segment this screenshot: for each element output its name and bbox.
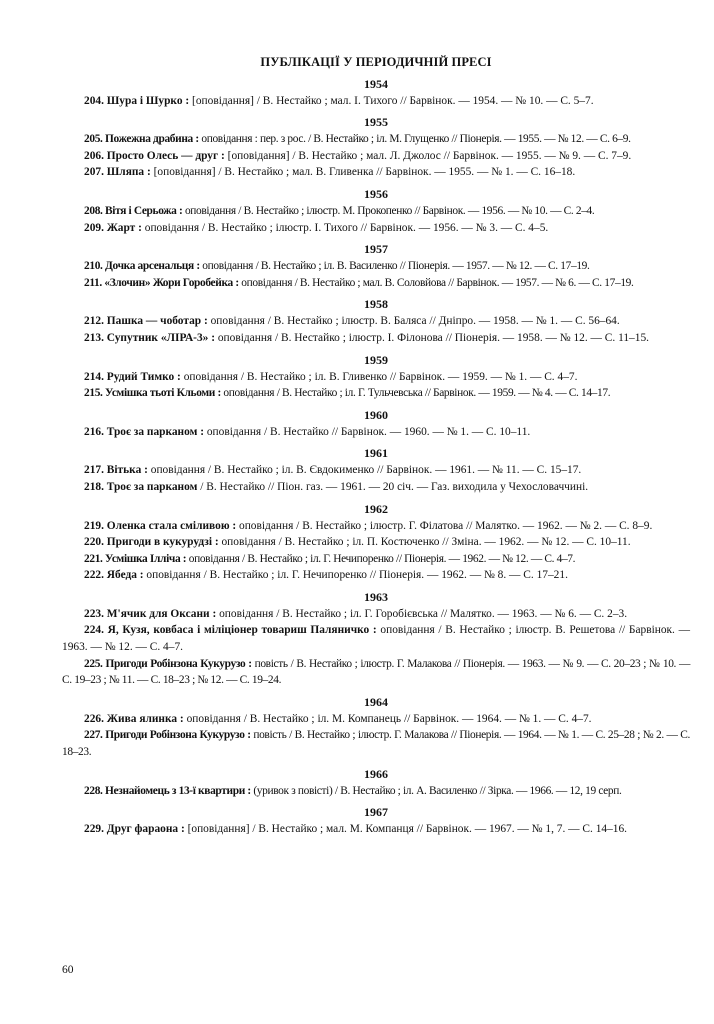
entry-title: Супутник «ЛІРА-3» : (106, 331, 215, 344)
year-heading: 1957 (364, 242, 388, 257)
bibliography-entry (62, 534, 690, 551)
entry-number: 214. (84, 370, 104, 383)
year-heading: 1959 (364, 352, 388, 367)
entry-number: 220. (84, 536, 104, 549)
entry-number: 204. (84, 94, 104, 107)
entry-title: Усмішка тьоті Кльоми : (105, 387, 221, 400)
entry-title: Вітька : (106, 464, 148, 477)
bibliography-entry (62, 131, 690, 148)
entry-title: Пашка — чоботар : (106, 315, 208, 328)
entry-details: оповідання : пер. з рос. / В. Нестайко ; іл. М. Глущенко // Піонерія. — 1955. — № 12. — С. 6–9. (198, 133, 631, 146)
bibliography-entry (62, 164, 690, 181)
entry-details: (уривок з повісті) / В. Нестайко ; іл. А. Василенко // Зірка. — 1966. — 12, 19 серп. (250, 784, 622, 797)
entry-details: [оповідання] / В. Нестайко ; мал. Л. Джолос // Барвінок. — 1955. — № 9. — С. 7–9. (224, 149, 632, 162)
entry-title: Дочка арсенальця : (105, 260, 200, 273)
bibliography-entry (62, 622, 690, 655)
bibliography-entry (62, 313, 690, 330)
entry-number: 229. (84, 823, 104, 836)
entry-title: Троє за парканом : (106, 425, 205, 438)
entry-number: 224. (84, 624, 104, 637)
bibliography-entry (62, 727, 690, 760)
entry-title: Шляпа : (106, 166, 151, 179)
entry-details: оповідання / В. Нестайко ; ілюстр. І. Філонова // Піонерія. — 1958. — № 12. — С. 11–15. (215, 331, 649, 344)
entry-title: Вітя і Серьожа : (105, 204, 183, 217)
entry-details: оповідання / В. Нестайко ; іл. М. Компанець // Барвінок. — 1964. — № 1. — С. 4–7. (183, 712, 592, 725)
entry-number: 212. (84, 315, 104, 328)
page-title: ПУБЛІКАЦІЇ У ПЕРІОДИЧНІЙ ПРЕСІ (260, 55, 492, 69)
entry-title: «Злочин» Жори Горобейка : (104, 276, 239, 289)
year-heading: 1967 (364, 805, 388, 820)
entry-details: оповідання / В. Нестайко ; ілюстр. І. Тихого // Барвінок. — 1956. — № 3. — С. 4–5. (141, 221, 549, 234)
bibliography-entry (62, 93, 690, 110)
entry-details: оповідання / В. Нестайко ; іл. Г. Нечипоренко // Піонерія. — 1962. — № 8. — С. 17–21. (143, 569, 568, 582)
entry-title: Я, Кузя, ковбаса і міліціонер товариш Паляничко : (107, 624, 377, 637)
entry-number: 227. (84, 729, 103, 742)
entry-number: 206. (84, 149, 104, 162)
bibliography-entry (62, 783, 690, 800)
entry-title: Рудий Тимко : (106, 370, 181, 383)
entry-number: 221. (84, 552, 103, 565)
entry-number: 222. (84, 569, 104, 582)
entry-number: 210. (84, 260, 103, 273)
year-heading: 1962 (364, 501, 388, 516)
entry-title: Пригоди Робінзона Кукурузо : (105, 729, 251, 742)
entry-title: Оленка стала сміливою : (106, 519, 237, 532)
bibliography-entry (62, 821, 690, 838)
bibliography-entry (62, 203, 690, 220)
entry-details: оповідання / В. Нестайко ; ілюстр. Г. Філатова // Малятко. — 1962. — № 2. — С. 8–9. (236, 519, 653, 532)
entry-title: Незнайомець з 13-ї квартири : (105, 784, 251, 797)
entry-number: 209. (84, 221, 104, 234)
bibliography-entry (62, 606, 690, 623)
bibliography-entry (62, 369, 690, 386)
year-heading: 1966 (364, 766, 388, 781)
entry-number: 208. (84, 204, 103, 217)
bibliography-entry (62, 424, 690, 441)
entry-details: оповідання / В. Нестайко ; ілюстр. М. Прокопенко // Барвінок. — 1956. — № 10. — С. 2–4. (182, 204, 595, 217)
page-number: 60 (62, 964, 74, 976)
entry-details: [оповідання] / В. Нестайко ; мал. М. Компанця // Барвінок. — 1967. — № 1, 7. — С. 14–16. (184, 823, 628, 836)
entry-number: 225. (84, 657, 103, 670)
year-heading: 1955 (364, 115, 388, 130)
entry-number: 218. (84, 480, 104, 493)
entry-number: 228. (84, 784, 103, 797)
year-heading: 1964 (364, 694, 388, 709)
entry-details: оповідання / В. Нестайко ; іл. В. Василенко // Піонерія. — 1957. — № 12. — С. 17–19. (199, 260, 590, 273)
entry-details: оповідання / В. Нестайко ; іл. Г. Горобієвська // Малятко. — 1963. — № 6. — С. 2–3. (216, 607, 628, 620)
bibliography-entry (62, 518, 690, 535)
entry-details: [оповідання] / В. Нестайко ; мал. В. Гливенка // Барвінок. — 1955. — № 1. — С. 16–18. (150, 166, 576, 179)
entry-title: Ябеда : (106, 569, 144, 582)
entry-title: Пригоди Робінзона Кукурузо : (105, 657, 252, 670)
entry-number: 215. (84, 387, 103, 400)
entry-number: 223. (84, 607, 104, 620)
entry-details: / В. Нестайко // Піон. газ. — 1961. — 20 січ. — Газ. виходила у Чехословаччині. (197, 480, 589, 493)
entry-title: Друг фараона : (106, 823, 185, 836)
year-heading: 1963 (364, 589, 388, 604)
bibliography-entry (62, 551, 690, 568)
entry-details: оповідання / В. Нестайко ; мал. В. Соловйова // Барвінок. — 1957. — № 6. — С. 17–19. (238, 276, 634, 289)
bibliography-entry (62, 220, 690, 237)
bibliography-entry (62, 567, 690, 584)
entry-details: оповідання / В. Нестайко // Барвінок. — 1960. — № 1. — С. 10–11. (204, 425, 531, 438)
entry-title: Жива ялинка : (106, 712, 184, 725)
entry-title: Жарт : (106, 221, 142, 234)
bibliography-page (62, 54, 690, 838)
entry-number: 205. (84, 133, 103, 146)
entry-number: 219. (84, 519, 104, 532)
entry-title: М'ячик для Оксани : (106, 607, 217, 620)
entry-number: 217. (84, 464, 104, 477)
year-heading: 1960 (364, 407, 388, 422)
entry-title: Усмішка Ілліча : (105, 552, 187, 565)
year-heading: 1956 (364, 186, 388, 201)
year-heading: 1958 (364, 297, 388, 312)
entry-title: Шура і Шурко : (106, 94, 190, 107)
bibliography-sections (62, 76, 690, 838)
bibliography-entry (62, 385, 690, 402)
bibliography-entry (62, 711, 690, 728)
entry-number: 211. (84, 276, 102, 289)
bibliography-entry (62, 462, 690, 479)
entry-details: оповідання / В. Нестайко ; ілюстр. В. Решетова // Барвінок. — 1963. — № 12. — С. 4–7. (62, 624, 690, 654)
entry-details: повість / В. Нестайко ; ілюстр. Г. Малакова // Піонерія. — 1963. — № 9. — С. 20–23 ; № 10. — С. 19–23 ; № 11. — С. 18–23 ; № 12. — С. 19–24. (62, 657, 690, 687)
entry-title: Пожежна драбина : (105, 133, 199, 146)
entry-title: Пригоди в кукурудзі : (106, 536, 219, 549)
entry-details: оповідання / В. Нестайко ; ілюстр. В. Баляса // Дніпро. — 1958. — № 1. — С. 56–64. (207, 315, 620, 328)
entry-number: 213. (84, 331, 104, 344)
entry-number: 207. (84, 166, 104, 179)
bibliography-entry (62, 148, 690, 165)
entry-number: 216. (84, 425, 104, 438)
entry-details: оповідання / В. Нестайко ; іл. Г. Нечипоренко // Піонерія. — 1962. — № 12. — С. 4–7. (186, 552, 576, 565)
entry-details: оповідання / В. Нестайко ; іл. П. Костюченко // Зміна. — 1962. — № 12. — С. 10–11. (218, 536, 631, 549)
bibliography-entry (62, 330, 690, 347)
bibliography-entry (62, 656, 690, 689)
entry-title: Просто Олесь — друг : (106, 149, 225, 162)
entry-title: Троє за парканом (106, 480, 198, 493)
bibliography-entry (62, 275, 690, 292)
entry-number: 226. (84, 712, 104, 725)
entry-details: оповідання / В. Нестайко ; іл. В. Гливенко // Барвінок. — 1959. — № 1. — С. 4–7. (180, 370, 578, 383)
year-heading: 1961 (364, 446, 388, 461)
entry-details: оповідання / В. Нестайко ; іл. В. Євдокименко // Барвінок. — 1961. — № 11. — С. 15–17. (147, 464, 582, 477)
entry-details: [оповідання] / В. Нестайко ; мал. І. Тихого // Барвінок. — 1954. — № 10. — С. 5–7. (189, 94, 594, 107)
bibliography-entry (62, 479, 690, 496)
entry-details: повість / В. Нестайко ; ілюстр. Г. Малакова // Піонерія. — 1964. — № 1. — С. 25–28 ; № 2. — С. 18–23. (62, 729, 690, 759)
entry-details: оповідання / В. Нестайко ; іл. Г. Тульчевська // Барвінок. — 1959. — № 4. — С. 14–17. (220, 387, 611, 400)
year-heading: 1954 (364, 76, 388, 91)
bibliography-entry (62, 258, 690, 275)
